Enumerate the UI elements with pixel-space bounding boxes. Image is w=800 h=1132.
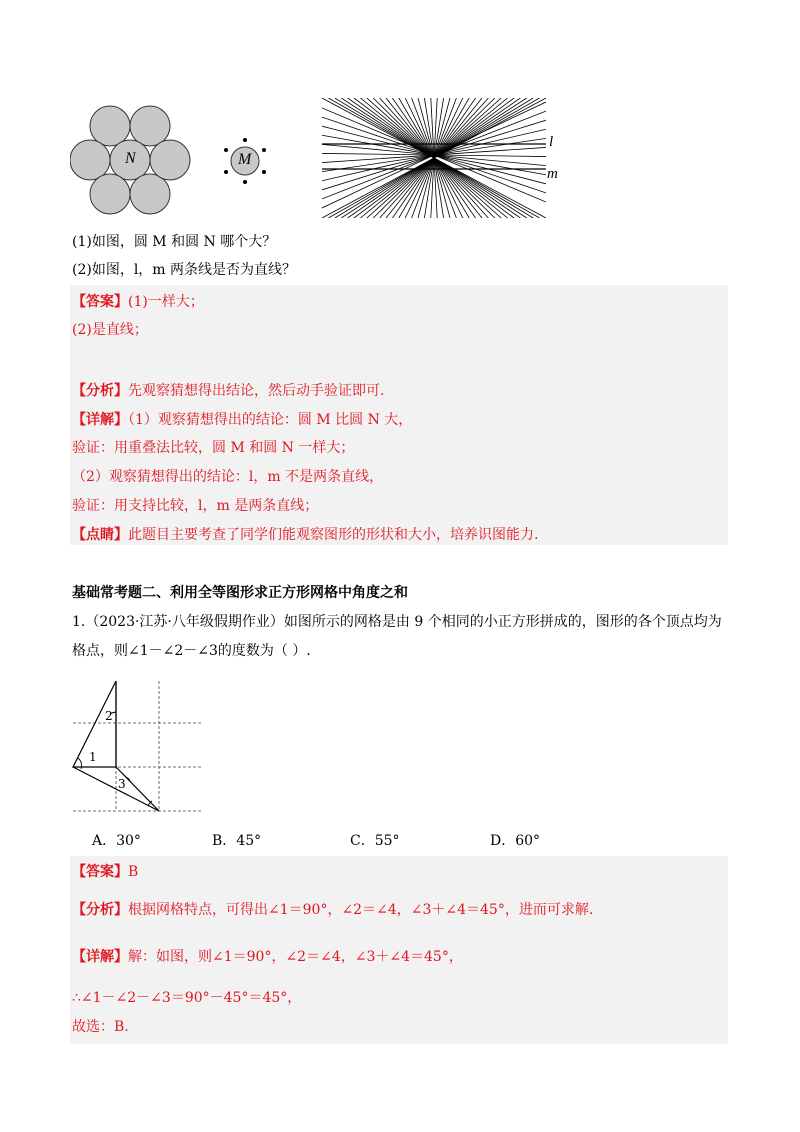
radiating-lines-figure: [322, 98, 546, 218]
question-2-line-2: 格点，则∠1－∠2－∠3的度数为（ ）.: [72, 643, 311, 659]
answer-2: 【答案】B: [72, 864, 139, 880]
outer-circle: [150, 140, 190, 180]
grid-figure: [70, 678, 210, 814]
verify-1: 验证：用重叠法比较，圆 M 和圆 N 一样大；: [72, 440, 355, 456]
analysis-1: 【分析】先观察猜想得出结论，然后动手验证即可.: [72, 383, 385, 399]
option-d[interactable]: D．60°: [490, 833, 541, 849]
verify-2: 验证：用支持比较，l，m 是两条直线；: [72, 498, 319, 514]
calculation-2: ∴∠1－∠2－∠3＝90°－45°＝45°，: [72, 990, 302, 1006]
option-b[interactable]: B．45°: [212, 833, 262, 849]
angle-label-2: 2: [105, 709, 113, 723]
final-answer-2: 故选：B.: [72, 1019, 129, 1035]
label-m-line: m: [547, 166, 558, 182]
angle-label-3: 3: [118, 777, 126, 791]
ray-line: [322, 102, 546, 208]
question-1-line-1: (1)如图，圆 M 和圆 N 哪个大？: [72, 234, 277, 250]
label-n: N: [125, 150, 136, 167]
detail-1: 【详解】（1）观察猜想得出的结论：圆 M 比圆 N 大，: [72, 412, 413, 428]
answer-1: 【答案】(1)一样大；: [72, 294, 204, 310]
label-l: l: [549, 134, 554, 150]
option-c[interactable]: C．55°: [350, 833, 400, 849]
analysis-2: 【分析】根据网格特点，可得出∠1＝90°，∠2＝∠4，∠3＋∠4＝45°，进而可求解.: [72, 902, 594, 918]
answer-1-part-2: (2)是直线；: [72, 322, 148, 338]
question-1-line-2: (2)如图，l，m 两条线是否为直线？: [72, 262, 297, 278]
comment-1: 【点睛】此题目主要考查了同学们能观察图形的形状和大小，培养识图能力.: [72, 527, 539, 543]
detail-1-part-2: （2）观察猜想得出的结论：l，m 不是两条直线，: [72, 469, 384, 485]
option-a[interactable]: A．30°: [92, 833, 141, 849]
question-2-line-1: 1.（2023·江苏·八年级假期作业）如图所示的网格是由 9 个相同的小正方形拼成的，图形的各个顶点均为: [72, 614, 722, 630]
angle-label-1: 1: [89, 750, 97, 764]
label-m: M: [238, 151, 252, 168]
detail-2: 【详解】解：如图，则∠1＝90°，∠2＝∠4，∠3＋∠4＝45°，: [72, 949, 463, 965]
section-title: 基础常考题二、利用全等图形求正方形网格中角度之和: [72, 585, 408, 601]
